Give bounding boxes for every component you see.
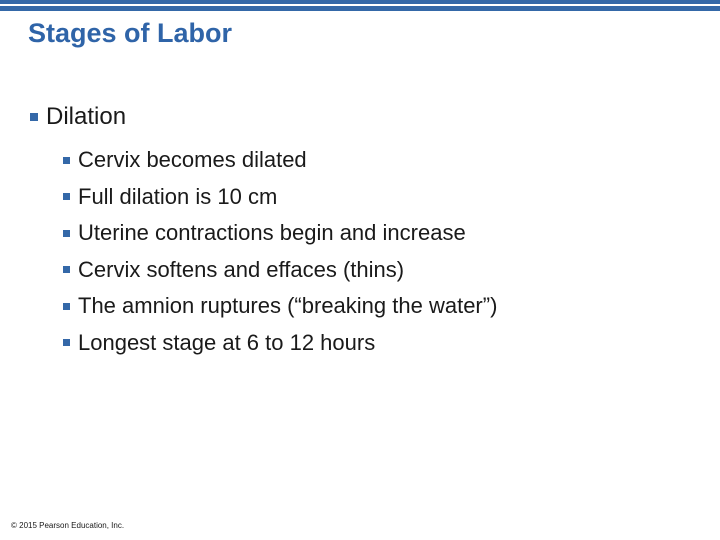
list-item [63,179,497,216]
sub-bullet-text: Cervix softens and effaces (thins) [78,256,405,282]
sub-bullet-text: Cervix becomes dilated [78,147,307,173]
bullet-dilation [30,103,126,131]
copyright-footer: © 2015 Pearson Education, Inc. [11,521,125,530]
list-item [63,288,497,325]
list-item [63,215,497,252]
list-item [63,325,497,362]
square-bullet-icon [63,339,70,346]
sub-bullet-text: Full dilation is 10 cm [78,183,278,209]
bullet-label: Dilation [46,103,127,130]
sub-bullet-text: Uterine contractions begin and increase [78,220,466,246]
top-rule-stripe [0,4,720,6]
sub-bullet-list [63,142,497,361]
sub-bullet-text: The amnion ruptures (“breaking the water”) [78,293,498,319]
top-rule [0,0,720,11]
square-bullet-icon [63,157,70,164]
slide-title: Stages of Labor [28,18,233,48]
square-bullet-icon [63,230,70,237]
list-item [63,252,497,289]
list-item [63,142,497,179]
sub-bullet-text: Longest stage at 6 to 12 hours [78,329,376,355]
square-bullet-icon [63,193,70,200]
square-bullet-icon [63,303,70,310]
square-bullet-icon [63,266,70,273]
square-bullet-icon [30,113,38,121]
